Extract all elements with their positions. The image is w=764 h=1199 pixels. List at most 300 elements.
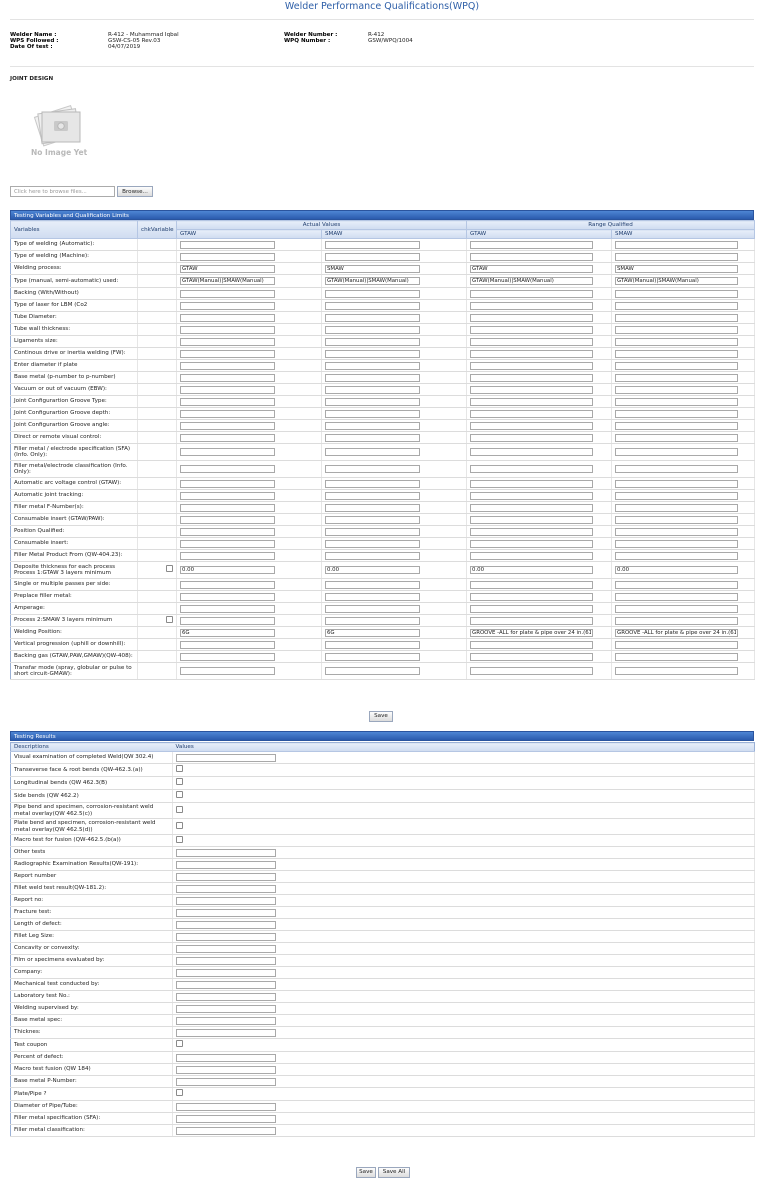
actual-gtaw-input[interactable] [180, 581, 275, 589]
result-row [11, 1003, 755, 1015]
variable-row [11, 550, 755, 562]
range-smaw-input[interactable] [615, 617, 738, 625]
testing-variables-header: Testing Variables and Qualification Limits [10, 210, 754, 220]
result-row [11, 967, 755, 979]
wpq-label: WPQ Number : [284, 38, 331, 44]
testing-results-table [10, 742, 755, 1137]
actual-smaw-input[interactable] [325, 350, 420, 358]
result-input[interactable] [176, 981, 276, 989]
range-smaw-input[interactable] [615, 653, 738, 661]
range-gtaw-input[interactable] [470, 386, 593, 394]
variable-label: Vertical progression (uphill or downhill): [11, 639, 138, 651]
variable-row [11, 603, 755, 615]
result-label: Report no: [11, 895, 173, 907]
range-smaw-input[interactable] [615, 350, 738, 358]
variable-row [11, 263, 755, 275]
result-input[interactable] [176, 849, 276, 857]
range-gtaw-input[interactable] [470, 566, 593, 574]
result-input[interactable] [176, 945, 276, 953]
result-input[interactable] [176, 1066, 276, 1074]
variable-label: Automatic joint tracking: [11, 490, 138, 502]
result-row [11, 991, 755, 1003]
range-smaw-input[interactable] [615, 338, 738, 346]
result-input[interactable] [176, 1127, 276, 1135]
variable-row [11, 461, 755, 478]
variable-row [11, 579, 755, 591]
range-gtaw-input[interactable] [470, 605, 593, 613]
variable-label: Deposite thickness for each process Process 1:GTAW 3 layers minimum [11, 562, 138, 579]
variable-row [11, 562, 755, 579]
actual-smaw-input[interactable] [325, 362, 420, 370]
variable-row [11, 360, 755, 372]
result-row [11, 1027, 755, 1039]
result-input[interactable] [176, 885, 276, 893]
date-value: 04/07/2019 [108, 44, 141, 50]
range-gtaw-input[interactable] [470, 629, 593, 637]
result-checkbox[interactable] [176, 765, 183, 772]
actual-smaw-input[interactable] [325, 326, 420, 334]
file-input[interactable]: Click here to browse files... [10, 186, 115, 197]
result-label: Test coupon [11, 1039, 173, 1052]
actual-smaw-input[interactable] [325, 566, 420, 574]
col-variables: Variables [11, 221, 138, 239]
variable-row [11, 478, 755, 490]
result-row [11, 835, 755, 847]
result-input[interactable] [176, 933, 276, 941]
actual-smaw-input[interactable] [325, 465, 420, 473]
variable-label: Ligaments size: [11, 336, 138, 348]
range-smaw-input[interactable] [615, 265, 738, 273]
actual-smaw-input[interactable] [325, 492, 420, 500]
actual-smaw-input[interactable] [325, 581, 420, 589]
result-input[interactable] [176, 909, 276, 917]
result-label: Mechanical test conducted by: [11, 979, 173, 991]
actual-gtaw-input[interactable] [180, 302, 275, 310]
range-smaw-input[interactable] [615, 629, 738, 637]
result-label: Fracture test: [11, 907, 173, 919]
range-gtaw-input[interactable] [470, 253, 593, 261]
result-input[interactable] [176, 897, 276, 905]
actual-gtaw-input[interactable] [180, 448, 275, 456]
variable-label: Filler metal / electrode specification (SFA) (Info. Only): [11, 444, 138, 461]
result-row [11, 943, 755, 955]
result-label: Pipe bend and specimen, corrosion-resistant weld metal overlay(QW 462.5(c)) [11, 803, 173, 819]
variable-row [11, 275, 755, 288]
range-gtaw-input[interactable] [470, 434, 593, 442]
range-smaw-input[interactable] [615, 552, 738, 560]
range-smaw-input[interactable] [615, 326, 738, 334]
result-input[interactable] [176, 1103, 276, 1111]
result-row [11, 1101, 755, 1113]
actual-gtaw-input[interactable] [180, 253, 275, 261]
result-row [11, 931, 755, 943]
variable-row [11, 420, 755, 432]
variable-label: Welding process: [11, 263, 138, 275]
actual-gtaw-input[interactable] [180, 605, 275, 613]
variable-label: Type of welding (Machine): [11, 251, 138, 263]
range-gtaw-input[interactable] [470, 540, 593, 548]
result-input[interactable] [176, 921, 276, 929]
result-row [11, 1015, 755, 1027]
result-input[interactable] [176, 1005, 276, 1013]
variable-row [11, 639, 755, 651]
result-input[interactable] [176, 1029, 276, 1037]
result-label: Plate bend and specimen, corrosion-resistant weld metal overlay(QW 462.5(d)) [11, 819, 173, 835]
browse-button[interactable]: Browse... [117, 186, 153, 197]
title-divider [10, 19, 754, 20]
actual-gtaw-input[interactable] [180, 314, 275, 322]
col-actual-gtaw: GTAW [177, 230, 322, 239]
variable-label: Consumable insert: [11, 538, 138, 550]
variable-row [11, 514, 755, 526]
actual-smaw-input[interactable] [325, 552, 420, 560]
range-gtaw-input[interactable] [470, 302, 593, 310]
variable-checkbox[interactable] [166, 616, 173, 623]
actual-smaw-input[interactable] [325, 540, 420, 548]
range-smaw-input[interactable] [615, 540, 738, 548]
result-input[interactable] [176, 873, 276, 881]
actual-gtaw-input[interactable] [180, 566, 275, 574]
actual-smaw-input[interactable] [325, 617, 420, 625]
result-checkbox[interactable] [176, 1040, 183, 1047]
variable-row [11, 348, 755, 360]
result-label: Side bends (QW 462.2) [11, 790, 173, 803]
actual-smaw-input[interactable] [325, 629, 420, 637]
variable-label: Consumable insert (GTAW/PAW): [11, 514, 138, 526]
range-smaw-input[interactable] [615, 593, 738, 601]
page-title: Welder Performance Qualifications(WPQ) [284, 1, 480, 12]
actual-gtaw-input[interactable] [180, 516, 275, 524]
actual-smaw-input[interactable] [325, 528, 420, 536]
actual-gtaw-input[interactable] [180, 528, 275, 536]
actual-smaw-input[interactable] [325, 253, 420, 261]
range-smaw-input[interactable] [615, 362, 738, 370]
actual-gtaw-input[interactable] [180, 398, 275, 406]
actual-smaw-input[interactable] [325, 434, 420, 442]
result-row [11, 790, 755, 803]
actual-gtaw-input[interactable] [180, 434, 275, 442]
range-smaw-input[interactable] [615, 434, 738, 442]
range-smaw-input[interactable] [615, 410, 738, 418]
result-row [11, 752, 755, 764]
range-smaw-input[interactable] [615, 480, 738, 488]
range-gtaw-input[interactable] [470, 326, 593, 334]
actual-smaw-input[interactable] [325, 374, 420, 382]
range-smaw-input[interactable] [615, 302, 738, 310]
range-gtaw-input[interactable] [470, 314, 593, 322]
actual-gtaw-input[interactable] [180, 326, 275, 334]
variable-label: Enter diameter if plate [11, 360, 138, 372]
variable-label: Joint Configurartion Groove Type: [11, 396, 138, 408]
actual-smaw-input[interactable] [325, 504, 420, 512]
variable-label: Amperage: [11, 603, 138, 615]
actual-gtaw-input[interactable] [180, 504, 275, 512]
result-row [11, 955, 755, 967]
result-label: Plate/Pipe ? [11, 1088, 173, 1101]
range-smaw-input[interactable] [615, 465, 738, 473]
testing-variables-table [10, 220, 755, 680]
range-smaw-input[interactable] [615, 566, 738, 574]
actual-gtaw-input[interactable] [180, 653, 275, 661]
info-divider [10, 66, 754, 67]
actual-gtaw-input[interactable] [180, 593, 275, 601]
range-gtaw-input[interactable] [470, 465, 593, 473]
actual-gtaw-input[interactable] [180, 667, 275, 675]
variable-label: Joint Configurartion Groove depth: [11, 408, 138, 420]
actual-gtaw-input[interactable] [180, 350, 275, 358]
no-image-placeholder [25, 100, 95, 162]
result-label: Company: [11, 967, 173, 979]
range-gtaw-input[interactable] [470, 374, 593, 382]
range-gtaw-input[interactable] [470, 617, 593, 625]
variable-label: Type of welding (Automatic): [11, 239, 138, 251]
variable-label: Tube Diameter: [11, 312, 138, 324]
actual-smaw-input[interactable] [325, 593, 420, 601]
variable-label: Backing gas (GTAW,PAW,GMAW)(QW-408): [11, 651, 138, 663]
actual-gtaw-input[interactable] [180, 386, 275, 394]
range-gtaw-input[interactable] [470, 362, 593, 370]
result-row [11, 907, 755, 919]
range-gtaw-input[interactable] [470, 241, 593, 249]
range-smaw-input[interactable] [615, 374, 738, 382]
range-gtaw-input[interactable] [470, 277, 593, 285]
range-smaw-input[interactable] [615, 504, 738, 512]
range-gtaw-input[interactable] [470, 653, 593, 661]
variable-row [11, 300, 755, 312]
result-checkbox[interactable] [176, 836, 183, 843]
variable-row [11, 384, 755, 396]
variable-label: Filler metal F-Number(s): [11, 502, 138, 514]
range-smaw-input[interactable] [615, 605, 738, 613]
result-row [11, 1088, 755, 1101]
variable-row [11, 444, 755, 461]
range-smaw-input[interactable] [615, 398, 738, 406]
actual-gtaw-input[interactable] [180, 540, 275, 548]
actual-smaw-input[interactable] [325, 605, 420, 613]
result-label: Transeverse face & root bends (QW-462.3.(a)) [11, 764, 173, 777]
result-label: Filler metal classification: [11, 1125, 173, 1137]
actual-smaw-input[interactable] [325, 265, 420, 273]
result-input[interactable] [176, 754, 276, 762]
actual-gtaw-input[interactable] [180, 480, 275, 488]
result-input[interactable] [176, 969, 276, 977]
variable-row [11, 591, 755, 603]
actual-gtaw-input[interactable] [180, 492, 275, 500]
range-smaw-input[interactable] [615, 422, 738, 430]
actual-smaw-input[interactable] [325, 314, 420, 322]
result-input[interactable] [176, 993, 276, 1001]
result-label: Base metal spec: [11, 1015, 173, 1027]
variable-row [11, 251, 755, 263]
date-label: Date Of test : [10, 44, 53, 50]
col-range-qualified: Range Qualified [467, 221, 755, 230]
variable-row [11, 651, 755, 663]
result-row [11, 1064, 755, 1076]
result-label: Other tests [11, 847, 173, 859]
result-checkbox[interactable] [176, 778, 183, 785]
variable-row [11, 372, 755, 384]
col-range-gtaw: GTAW [467, 230, 612, 239]
result-checkbox[interactable] [176, 791, 183, 798]
variable-row [11, 490, 755, 502]
save-all-button[interactable]: Save All [378, 1167, 410, 1178]
result-label: Thicknes: [11, 1027, 173, 1039]
actual-smaw-input[interactable] [325, 290, 420, 298]
range-gtaw-input[interactable] [470, 350, 593, 358]
result-row [11, 764, 755, 777]
actual-gtaw-input[interactable] [180, 290, 275, 298]
range-smaw-input[interactable] [615, 667, 738, 675]
range-gtaw-input[interactable] [470, 516, 593, 524]
result-input[interactable] [176, 957, 276, 965]
range-smaw-input[interactable] [615, 641, 738, 649]
variable-row [11, 526, 755, 538]
range-gtaw-input[interactable] [470, 422, 593, 430]
range-gtaw-input[interactable] [470, 265, 593, 273]
result-row [11, 979, 755, 991]
actual-smaw-input[interactable] [325, 516, 420, 524]
variable-row [11, 538, 755, 550]
range-smaw-input[interactable] [615, 314, 738, 322]
variable-checkbox[interactable] [166, 565, 173, 572]
result-label: Film or specimens evaluated by: [11, 955, 173, 967]
wps-value: GSW-CS-05 Rev.03 [108, 38, 161, 44]
actual-smaw-input[interactable] [325, 448, 420, 456]
result-label: Longitudinal bends (QW 462.3(B) [11, 777, 173, 790]
result-row [11, 777, 755, 790]
actual-gtaw-input[interactable] [180, 277, 275, 285]
variable-label: Welding Position: [11, 627, 138, 639]
result-row [11, 883, 755, 895]
range-smaw-input[interactable] [615, 290, 738, 298]
range-gtaw-input[interactable] [470, 528, 593, 536]
result-label: Report number [11, 871, 173, 883]
result-label: Radiographic Examination Results(QW-191): [11, 859, 173, 871]
welder-number-label: Welder Number : [284, 32, 338, 38]
range-gtaw-input[interactable] [470, 552, 593, 560]
actual-smaw-input[interactable] [325, 398, 420, 406]
variable-label: Direct or remote visual control: [11, 432, 138, 444]
result-label: Base metal P-Number: [11, 1076, 173, 1088]
actual-gtaw-input[interactable] [180, 362, 275, 370]
testing-results-header: Testing Results [10, 731, 754, 741]
actual-gtaw-input[interactable] [180, 465, 275, 473]
welder-info [10, 32, 754, 50]
actual-smaw-input[interactable] [325, 277, 420, 285]
variable-row [11, 408, 755, 420]
variable-row [11, 312, 755, 324]
range-gtaw-input[interactable] [470, 504, 593, 512]
result-label: Diameter of Pipe/Tube: [11, 1101, 173, 1113]
range-gtaw-input[interactable] [470, 593, 593, 601]
actual-smaw-input[interactable] [325, 641, 420, 649]
result-label: Macro test for fusion (QW-462.5.(b(a)) [11, 835, 173, 847]
range-smaw-input[interactable] [615, 253, 738, 261]
variable-label: Process 2:SMAW 3 layers minimum [11, 615, 138, 627]
result-row [11, 1052, 755, 1064]
range-gtaw-input[interactable] [470, 480, 593, 488]
actual-gtaw-input[interactable] [180, 241, 275, 249]
actual-gtaw-input[interactable] [180, 422, 275, 430]
result-input[interactable] [176, 1017, 276, 1025]
range-gtaw-input[interactable] [470, 667, 593, 675]
actual-gtaw-input[interactable] [180, 265, 275, 273]
result-checkbox[interactable] [176, 1089, 183, 1096]
range-smaw-input[interactable] [615, 448, 738, 456]
actual-smaw-input[interactable] [325, 302, 420, 310]
result-label: Visual examination of completed Weld(QW 302.4) [11, 752, 173, 764]
variable-label: Continous drive or inertia welding (FW): [11, 348, 138, 360]
range-gtaw-input[interactable] [470, 398, 593, 406]
result-input[interactable] [176, 1054, 276, 1062]
result-input[interactable] [176, 1078, 276, 1086]
range-gtaw-input[interactable] [470, 410, 593, 418]
variable-label: Base metal (p-number to p-number) [11, 372, 138, 384]
actual-gtaw-input[interactable] [180, 641, 275, 649]
result-row [11, 847, 755, 859]
range-smaw-input[interactable] [615, 492, 738, 500]
result-checkbox[interactable] [176, 806, 183, 813]
result-label: Concavity or convexity: [11, 943, 173, 955]
actual-gtaw-input[interactable] [180, 338, 275, 346]
actual-gtaw-input[interactable] [180, 410, 275, 418]
range-gtaw-input[interactable] [470, 581, 593, 589]
actual-smaw-input[interactable] [325, 410, 420, 418]
variable-label: Single or multiple passes per side: [11, 579, 138, 591]
actual-smaw-input[interactable] [325, 386, 420, 394]
actual-gtaw-input[interactable] [180, 617, 275, 625]
result-checkbox[interactable] [176, 822, 183, 829]
actual-gtaw-input[interactable] [180, 374, 275, 382]
result-row [11, 803, 755, 819]
actual-smaw-input[interactable] [325, 653, 420, 661]
variable-label: Filler metal/electrode classification (Info. Only): [11, 461, 138, 478]
save-button[interactable]: Save [369, 711, 393, 722]
result-label: Length of defect: [11, 919, 173, 931]
range-smaw-input[interactable] [615, 528, 738, 536]
result-input[interactable] [176, 861, 276, 869]
variable-row [11, 336, 755, 348]
range-gtaw-input[interactable] [470, 290, 593, 298]
actual-smaw-input[interactable] [325, 422, 420, 430]
col-chkvariable: chkVariable [138, 221, 177, 239]
range-gtaw-input[interactable] [470, 338, 593, 346]
actual-smaw-input[interactable] [325, 241, 420, 249]
range-gtaw-input[interactable] [470, 492, 593, 500]
range-gtaw-input[interactable] [470, 641, 593, 649]
range-gtaw-input[interactable] [470, 448, 593, 456]
actual-smaw-input[interactable] [325, 667, 420, 675]
actual-smaw-input[interactable] [325, 338, 420, 346]
wps-label: WPS Followed : [10, 38, 59, 44]
result-label: Fillet Leg Size: [11, 931, 173, 943]
result-row [11, 819, 755, 835]
range-smaw-input[interactable] [615, 241, 738, 249]
range-smaw-input[interactable] [615, 516, 738, 524]
col-descriptions: Descriptions [11, 743, 173, 752]
actual-smaw-input[interactable] [325, 480, 420, 488]
actual-gtaw-input[interactable] [180, 629, 275, 637]
actual-gtaw-input[interactable] [180, 552, 275, 560]
result-label: Laboratory test No.: [11, 991, 173, 1003]
range-smaw-input[interactable] [615, 386, 738, 394]
result-input[interactable] [176, 1115, 276, 1123]
range-smaw-input[interactable] [615, 581, 738, 589]
variable-row [11, 288, 755, 300]
range-smaw-input[interactable] [615, 277, 738, 285]
bottom-save-button[interactable]: Save [356, 1167, 376, 1178]
variable-label: Filler Metal Product From (QW-404.23): [11, 550, 138, 562]
